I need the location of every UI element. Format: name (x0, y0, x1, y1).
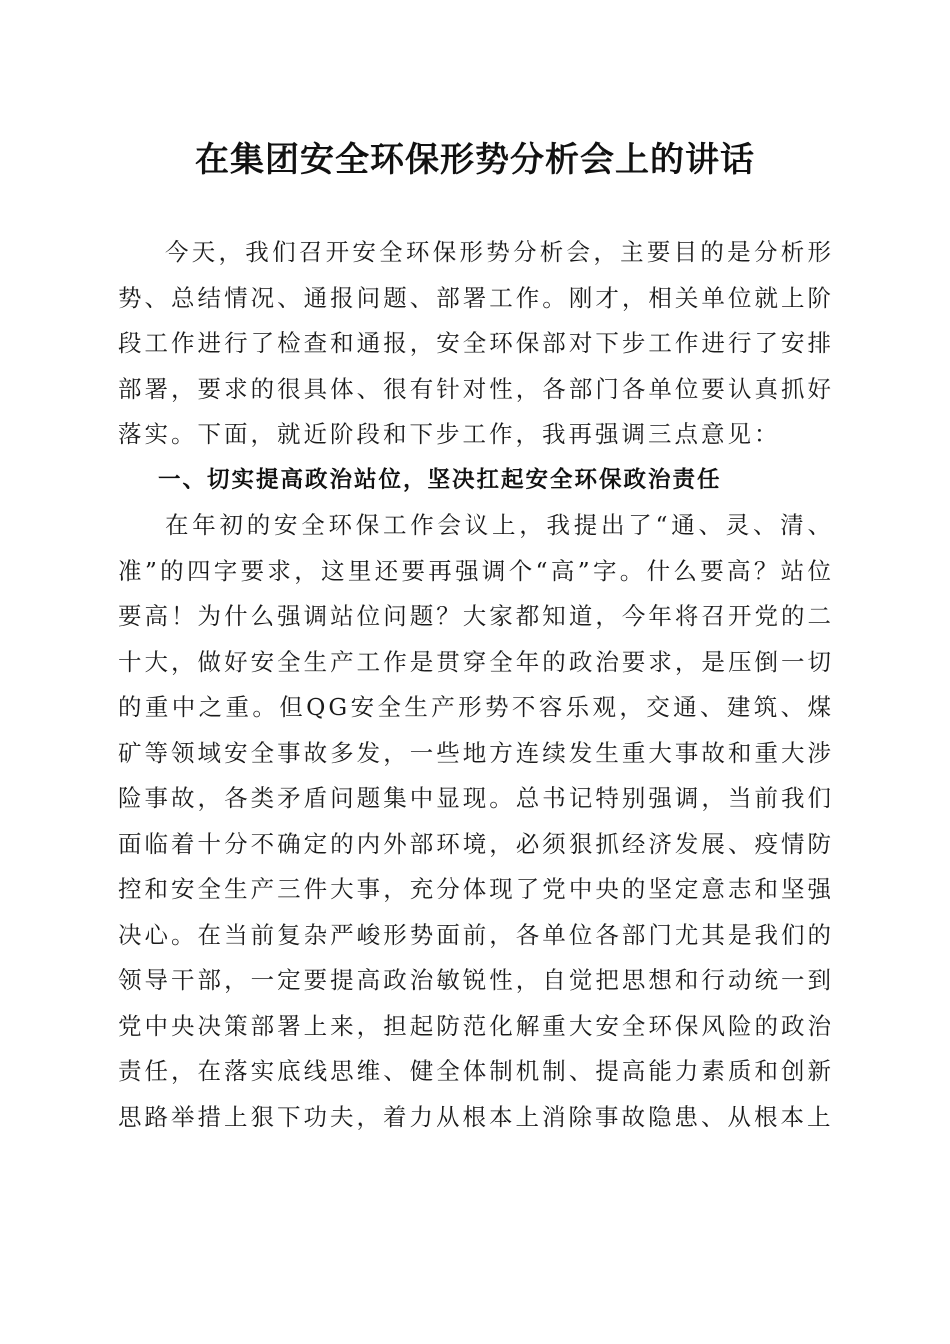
section-1-paragraph: 在年初的安全环保工作会议上，我提出了“通、灵、清、准”的四字要求，这里还要再强调个“高”字。什么要高？站位要高！为什么强调站位问题？大家都知道，今年将召开党的二十大，做好安全生产工作是贯穿全年的政治要求，是压倒一切的重中之重。但QG安全生产形势不容乐观，交通、建筑、煤矿等领域安全事故多发，一些地方连续发生重大事故和重大涉险事故，各类矛盾问题集中显现。总书记特别强调，当前我们面临着十分不确定的内外部环境，必须狠抓经济发展、疫情防控和安全生产三件大事，充分体现了党中央的坚定意志和坚强决心。在当前复杂严峻形势面前，各单位各部门尤其是我们的领导干部，一定要提高政治敏锐性，自觉把思想和行动统一到党中央决策部署上来，担起防范化解重大安全环保风险的政治责任，在落实底线思维、健全体制机制、提高能力素质和创新思路举措上狠下功夫，着力从根本上消除事故隐患、从根本上 (118, 511, 834, 1131)
section-heading-1: 一、切实提高政治站位，坚决扛起安全环保政治责任 (158, 466, 722, 493)
document-title: 在集团安全环保形势分析会上的讲话 (195, 140, 755, 180)
intro-paragraph: 今天，我们召开安全环保形势分析会，主要目的是分析形势、总结情况、通报问题、部署工作。刚才，相关单位就上阶段工作进行了检查和通报，安全环保部对下步工作进行了安排部署，要求的很具体、很有针对性，各部门各单位要认真抓好落实。下面，就近阶段和下步工作，我再强调三点意见： (118, 238, 834, 448)
document-body (118, 230, 834, 1140)
